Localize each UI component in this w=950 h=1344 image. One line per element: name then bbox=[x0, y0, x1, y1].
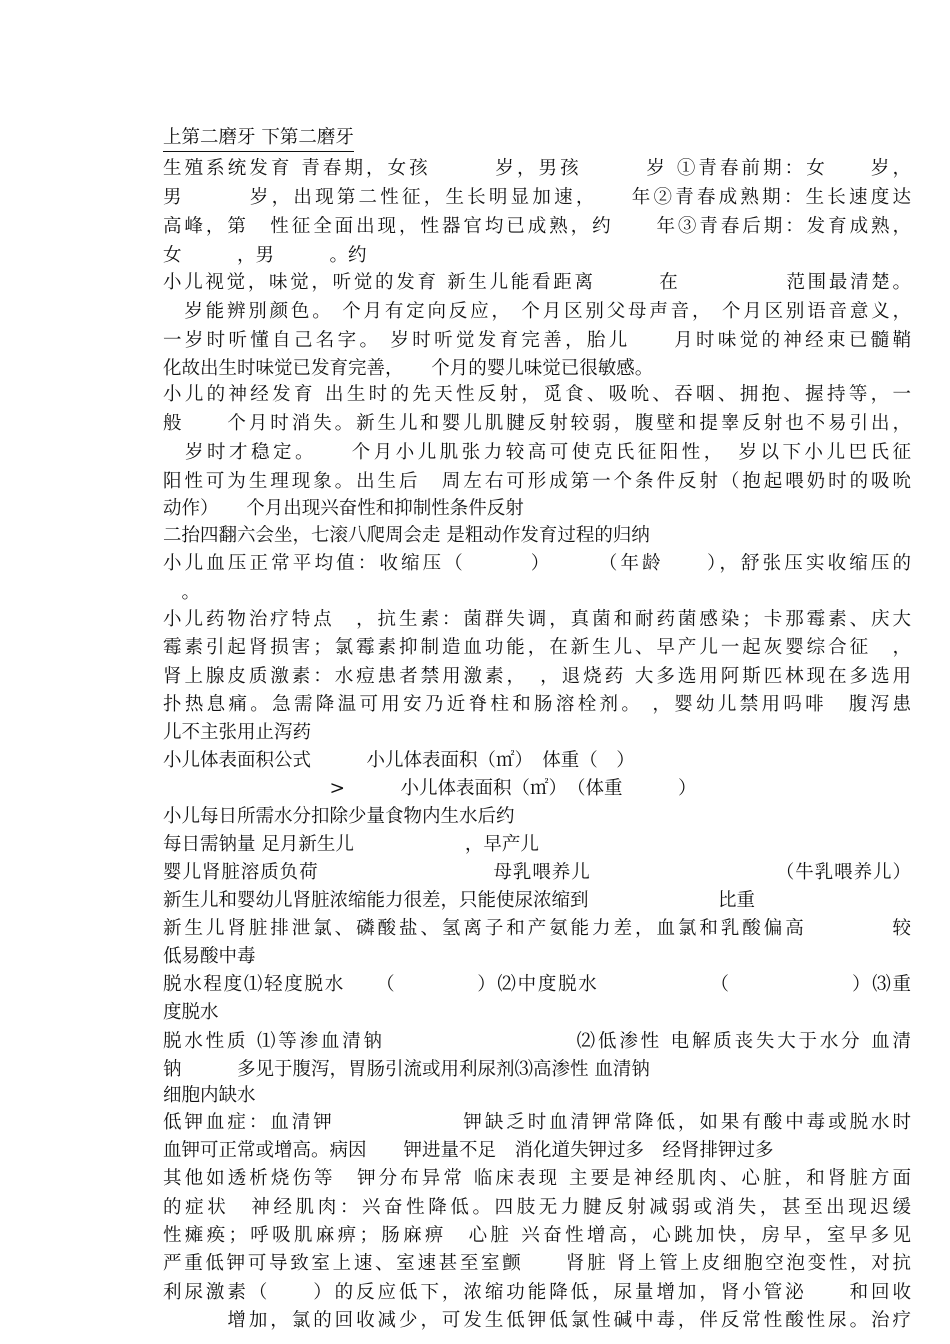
text-line: 般 个月时消失。新生儿和婴儿肌腱反射较弱，腹壁和提睾反射也不易引出， bbox=[163, 413, 911, 434]
text-line: 小儿药物治疗特点 ，抗生素：菌群失调，真菌和耐药菌感染；卡那霉素、庆大 bbox=[163, 609, 911, 630]
text-line: 脱水性质 ⑴等渗血清钠 ⑵低渗性 电解质丧失大于水分 血清 bbox=[163, 1031, 911, 1052]
text-line: 一岁时听懂自己名字。 岁时听觉发育完善，胎儿 月时味觉的神经束已髓鞘 bbox=[163, 330, 911, 351]
text-line: 男 岁，出现第二性征，生长明显加速， 年②青春成熟期：生长速度达 bbox=[163, 187, 911, 208]
text-line: 钠 多见于腹泻，胃肠引流或用利尿剂⑶高渗性 血清钠 bbox=[163, 1059, 650, 1080]
text-line: 小儿的神经发育 出生时的先天性反射，觅食、吸吮、吞咽、拥抱、握持等，一 bbox=[163, 384, 911, 405]
text-line: 动作） 个月出现兴奋性和抑制性条件反射 bbox=[163, 498, 524, 519]
text-line: 低易酸中毒 bbox=[163, 946, 256, 967]
text-line: 性瘫痪；呼吸肌麻痹；肠麻痹 心脏 兴奋性增高，心跳加快，房早，室早多见 bbox=[163, 1225, 911, 1246]
text-line: 小儿每日所需水分扣除少量食物内生水后约 bbox=[163, 806, 515, 827]
text-line: 二抬四翻六会坐，七滚八爬周会走 是粗动作发育过程的归纳 bbox=[163, 525, 650, 546]
text-line: 每日需钠量 足月新生儿 ，早产儿 bbox=[163, 834, 539, 855]
text-line: 霉素引起肾损害；氯霉素抑制造血功能，在新生儿、早产儿一起灰婴综合征 ， bbox=[163, 637, 911, 658]
text-line: 女 ，男 。约 bbox=[163, 245, 367, 266]
text-line: 度脱水 bbox=[163, 1002, 219, 1023]
text-line: 细胞内缺水 bbox=[163, 1085, 256, 1106]
text-line: 血钾可正常或增高。病因 钾进量不足 消化道失钾过多 经肾排钾过多 bbox=[163, 1140, 774, 1161]
text-line: 儿不主张用止泻药 bbox=[163, 722, 312, 743]
text-line: 的症状 神经肌肉：兴奋性降低。四肢无力腱反射减弱或消失，甚至出现迟缓 bbox=[163, 1197, 911, 1218]
text-line-heading: 上第二磨牙 下第二磨牙 bbox=[163, 125, 354, 152]
text-line: 婴儿肾脏溶质负荷 母乳喂养儿 （牛乳喂养儿） bbox=[163, 862, 911, 883]
text-line: 扑热息痛。急需降温可用安乃近脊柱和肠溶栓剂。 ，婴幼儿禁用吗啡 腹泻患 bbox=[163, 694, 911, 715]
text-line: 小儿血压正常平均值：收缩压（ ） （年龄 ），舒张压实收缩压的 bbox=[163, 553, 911, 574]
text-line: 肾上腺皮质激素：水痘患者禁用激素， ，退烧药 大多选用阿斯匹林现在多选用 bbox=[163, 666, 911, 687]
text-line: 脱水程度⑴轻度脱水 （ ）⑵中度脱水 （ ）⑶重 bbox=[163, 974, 911, 995]
text-line: 化故出生时味觉已发育完善， 个月的婴儿味觉已很敏感。 bbox=[163, 358, 654, 379]
text-line: 阳性可为生理现象。出生后 周左右可形成第一个条件反射（抱起喂奶时的吸吮 bbox=[163, 471, 911, 492]
text-line: 小儿体表面积公式 小儿体表面积（㎡） 体重（ ） bbox=[163, 750, 635, 771]
text-line: 利尿激素（ ）的反应低下，浓缩功能降低，尿量增加，肾小管泌 和回收 bbox=[163, 1282, 911, 1303]
text-line: 生殖系统发育 青春期，女孩 岁，男孩 岁 ①青春前期：女 岁， bbox=[163, 158, 911, 179]
text-line: 岁能辨別颜色。 个月有定向反应， 个月区别父母声音， 个月区别语音意义， bbox=[163, 301, 911, 322]
text-line: 。 bbox=[163, 582, 201, 603]
text-line: 新生儿肾脏排泄氯、磷酸盐、氢离子和产氨能力差，血氯和乳酸偏高 较 bbox=[163, 918, 911, 939]
text-line: > 小儿体表面积（㎡） （体重 ） bbox=[163, 778, 697, 799]
text-line: 其他如透析烧伤等 钾分布异常 临床表现 主要是神经肌肉、心脏，和肾脏方面 bbox=[163, 1168, 911, 1189]
text-line: 小儿视觉，味觉，听觉的发育 新生儿能看距离 在 范围最清楚。 bbox=[163, 272, 911, 293]
text-line: 新生儿和婴幼儿肾脏浓缩能力很差，只能使尿浓缩到 比重 bbox=[163, 890, 756, 911]
text-line: 增加，氯的回收减少，可发生低钾低氯性碱中毒，伴反常性酸性尿。治疗 bbox=[163, 1310, 911, 1331]
text-line: 高峰，第 性征全面出现，性器官均已成熟，约 年③青春后期：发育成熟， bbox=[163, 216, 911, 237]
text-line: 严重低钾可导致室上速、室速甚至室颤 肾脏 肾上管上皮细胞空泡变性，对抗 bbox=[163, 1253, 911, 1274]
text-line: 岁时才稳定。 个月小儿肌张力较高可使克氏征阳性， 岁以下小儿巴氏征 bbox=[163, 442, 911, 463]
text-line: 低钾血症：血清钾 钾缺乏时血清钾常降低，如果有酸中毒或脱水时 bbox=[163, 1112, 911, 1133]
